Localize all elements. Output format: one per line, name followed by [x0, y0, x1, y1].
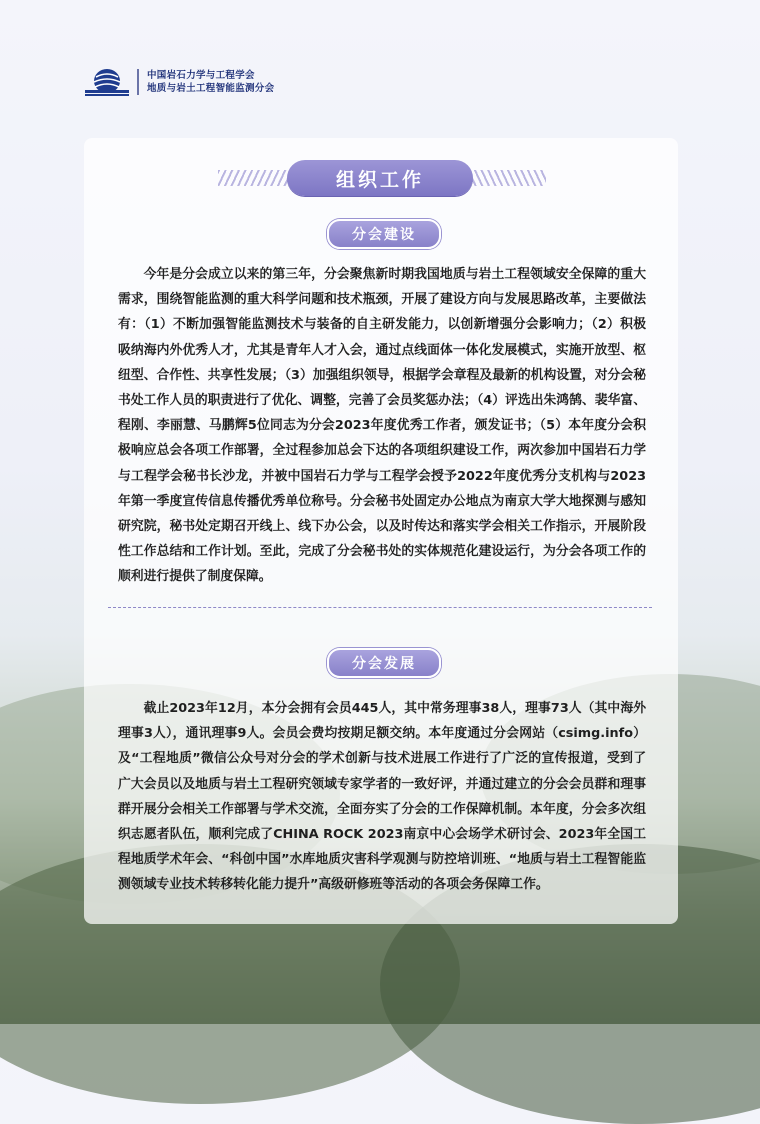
header: [83, 66, 274, 98]
page-title: 组织工作: [287, 160, 473, 196]
section-heading-branch-building: 分会建设: [327, 219, 441, 249]
org-name-line2: 地质与岩土工程智能监测分会: [147, 83, 275, 94]
section-body-branch-development: 截止2023年12月，本分会拥有会员445人，其中常务理事38人，理事73人（其中海外理事3人），通讯理事9人。会员会费均按期足额交纳。本年度通过分会网站（csimg.info）及“工程地质”微信公众号对分会的学术创新与技术进展工作进行了广泛的宣传报道，受到了广大会员以及地质与岩土工程研究领域专家学者的一致好评，并通过建立的分会会员群和理事群开展分会相关工作部署与学术交流，全面夯实了分会的工作保障机制。本年度，分会多次组织志愿者队伍，顺利完成了CHINA ROCK 2023南京中心会场学术研讨会、2023年全国工程地质学术年会、“科创中国”水库地质灾害科学观测与防控培训班、“地质与岩土工程智能监测领域专业技术转移转化能力提升”高级研修班等活动的各项会务保障工作。: [118, 701, 646, 893]
page-title-banner: [0, 158, 760, 198]
section-heading-branch-development: 分会发展: [327, 648, 441, 678]
header-divider: [137, 69, 139, 95]
globe-logo-icon: [83, 67, 131, 97]
section-divider: [108, 607, 652, 608]
title-decoration-left: [218, 170, 296, 186]
org-name-line1: 中国岩石力学与工程学会: [147, 70, 255, 81]
section-body-branch-building: 今年是分会成立以来的第三年，分会聚焦新时期我国地质与岩土工程领域安全保障的重大需求，围绕智能监测的重大科学问题和技术瓶颈，开展了建设方向与发展思路改革，主要做法有：（1）不断加强智能监测技术与装备的自主研发能力，以创新增强分会影响力；（2）积极吸纳海内外优秀人才，尤其是青年人才入会，通过点线面体一体化发展模式，实施开放型、枢纽型、合作性、共享性发展；（3）加强组织领导，根据学会章程及最新的机构设置，对分会秘书处工作人员的职责进行了优化、调整，完善了会员奖惩办法；（4）评选出朱鸿鹄、裴华富、程刚、李丽慧、马鹏辉5位同志为分会2023年度优秀工作者，颁发证书；（5）本年度分会积极响应总会各项工作部署，全过程参加总会下达的各项组织建设工作，两次参加中国岩石力学与工程学会秘书长沙龙，并被中国岩石力学与工程学会授予2022年度优秀分支机构与2023年第一季度宣传信息传播优秀单位称号。分会秘书处固定办公地点为南京大学大地探测与感知研究院，秘书处定期召开线上、线下办公会，以及时传达和落实学会相关工作指示，开展阶段性工作总结和工作计划。至此，完成了分会秘书处的实体规范化建设运行，为分会各项工作的顺利进行提供了制度保障。: [118, 267, 646, 585]
title-decoration-right: [468, 170, 546, 186]
